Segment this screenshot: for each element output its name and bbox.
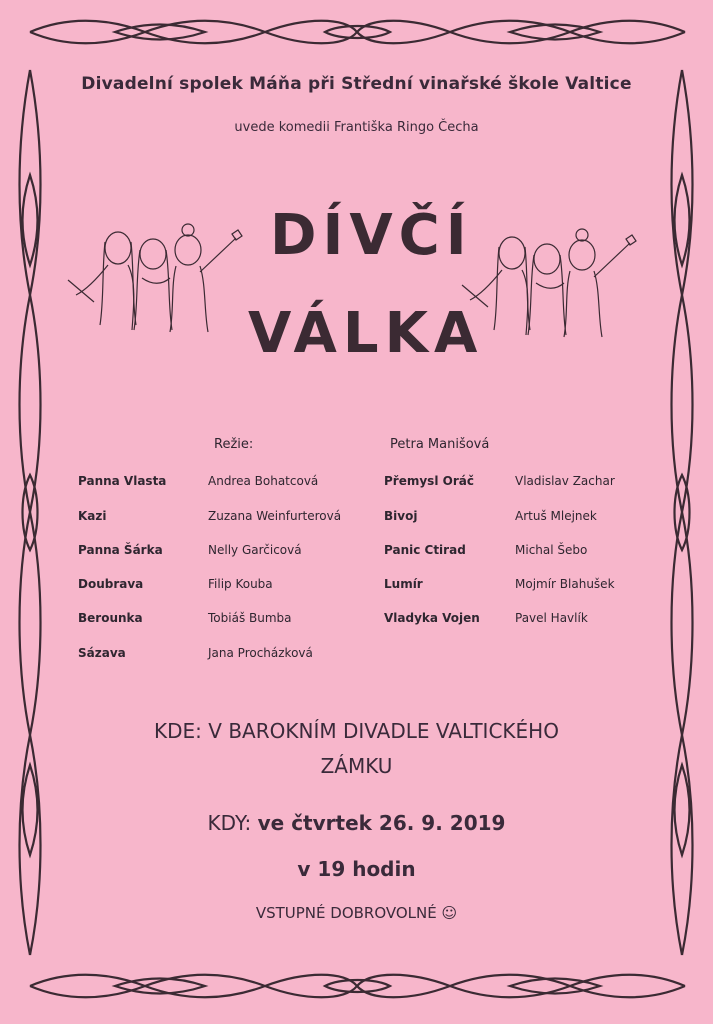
role: Přemysl Oráč [384,474,474,488]
actor: Vladislav Zachar [515,474,615,488]
where-label: KDE: [154,719,202,743]
role: Bivoj [384,509,418,523]
actor: Mojmír Blahušek [515,577,615,591]
time-line: v 19 hodin [297,857,416,881]
bottom-ornament [25,966,690,1006]
role: Doubrava [78,577,144,591]
three-women-illustration-left [66,210,246,335]
three-women-illustration-right [460,215,640,340]
actor: Nelly Garčicová [208,543,302,557]
title-line-2: VÁLKA [248,301,484,366]
actor: Artuš Mlejnek [515,509,597,523]
role: Lumír [384,577,423,591]
actor: Andrea Bohatcová [208,474,319,488]
actor: Tobiáš Bumba [208,611,292,625]
role: Panic Ctirad [384,543,466,557]
when-line [0,811,713,835]
direction-name: Petra Manišová [390,437,490,452]
where-value: V BAROKNÍM DIVADLE VALTICKÉHO [208,719,559,743]
role: Vladyka Vojen [384,611,480,625]
role: Sázava [78,646,126,660]
where-line-2: ZÁMKU [320,754,393,778]
presents-line: uvede komedii Františka Ringo Čecha [234,120,479,135]
role: Kazi [78,509,107,523]
actor: Michal Šebo [515,543,588,557]
direction-label: Režie: [214,437,254,452]
role: Panna Šárka [78,543,163,557]
actor: Zuzana Weinfurterová [208,509,342,523]
top-ornament [25,12,690,52]
when-label: KDY: [207,811,252,835]
title-line-1: DÍVČÍ [270,203,473,268]
actor: Filip Kouba [208,577,273,591]
role: Panna Vlasta [78,474,167,488]
actor: Pavel Havlík [515,611,588,625]
actor: Jana Procházková [208,646,313,660]
organizer-line: Divadelní spolek Máňa při Střední vinařské škole Valtice [81,74,632,94]
when-value: ve čtvrtek 26. 9. 2019 [257,811,506,835]
where-line-1 [0,719,713,743]
admission-line: VSTUPNÉ DOBROVOLNÉ ☺ [255,904,458,922]
role: Berounka [78,611,143,625]
